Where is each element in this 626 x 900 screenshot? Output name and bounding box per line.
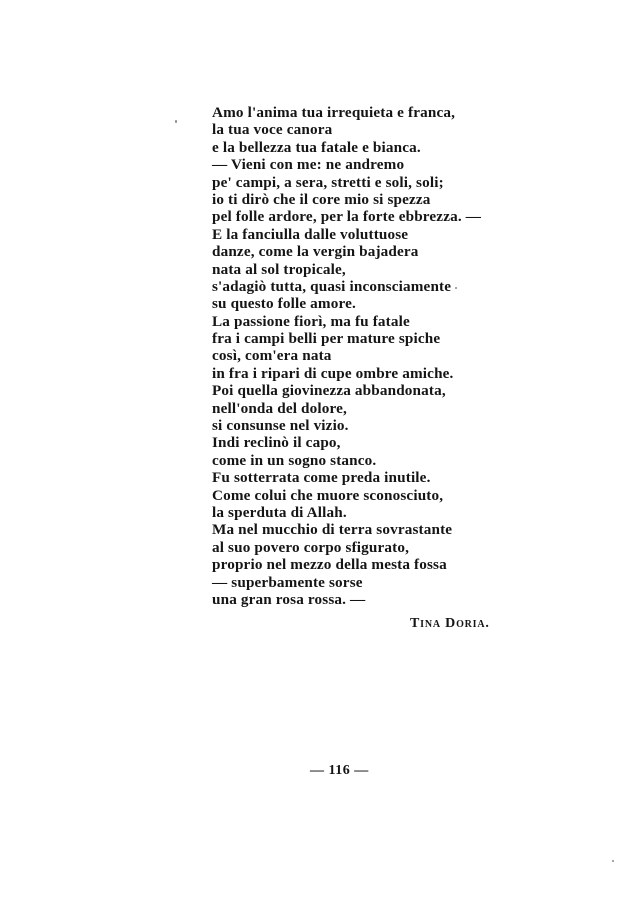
- poem-line: — superbamente sorse: [212, 573, 363, 591]
- poem-line: la tua voce canora: [212, 121, 333, 139]
- poem-line: su questo folle amore.: [212, 295, 356, 313]
- poem-line: nell'onda del dolore,: [212, 399, 347, 417]
- poem-line: Poi quella giovinezza abbandonata,: [212, 382, 446, 400]
- poem-line: una gran rosa rossa. —: [212, 590, 366, 608]
- poem-line: — Vieni con me: ne andremo: [212, 156, 405, 174]
- poem-line: Fu sotterrata come preda inutile.: [212, 469, 431, 487]
- poem-line: in fra i ripari di cupe ombre amiche.: [212, 364, 454, 382]
- poem-line: si consunse nel vizio.: [212, 417, 349, 435]
- poem-line: danze, come la vergin bajadera: [212, 243, 419, 261]
- poem-body: [212, 104, 512, 608]
- scan-speck: [175, 120, 177, 123]
- page-number: — 116 —: [310, 763, 369, 778]
- poem-line: Ma nel mucchio di terra sovrastante: [212, 521, 453, 539]
- poem-line: come in un sogno stanco.: [212, 451, 377, 469]
- poem-line: al suo povero corpo sfigurato,: [212, 538, 410, 556]
- poem-line: Indi reclinò il capo,: [212, 434, 341, 452]
- poem-line: pel folle ardore, per la forte ebbrezza. —: [212, 208, 482, 226]
- poem-line: e la bellezza tua fatale e bianca.: [212, 138, 421, 156]
- poem-line: La passione fiorì, ma fu fatale: [212, 312, 410, 330]
- poem-line: così, com'era nata: [212, 347, 332, 365]
- poem-line: la sperduta di Allah.: [212, 503, 347, 521]
- poem-line: s'adagiò tutta, quasi inconsciamente: [212, 277, 452, 295]
- poem-line: io ti dirò che il core mio si spezza: [212, 190, 431, 208]
- poem-line: Come colui che muore sconosciuto,: [212, 486, 444, 504]
- scan-speck: [455, 287, 457, 289]
- poem-line: pe' campi, a sera, stretti e soli, soli;: [212, 173, 444, 191]
- poem-line: E la fanciulla dalle voluttuose: [212, 225, 409, 243]
- poem-line: proprio nel mezzo della mesta fossa: [212, 556, 447, 574]
- scan-speck: [612, 860, 614, 862]
- poem-line: fra i campi belli per mature spiche: [212, 330, 441, 348]
- author-signature: Tina Doria.: [410, 616, 490, 631]
- poem-line: Amo l'anima tua irrequieta e franca,: [212, 104, 456, 121]
- poem-line: nata al sol tropicale,: [212, 260, 346, 278]
